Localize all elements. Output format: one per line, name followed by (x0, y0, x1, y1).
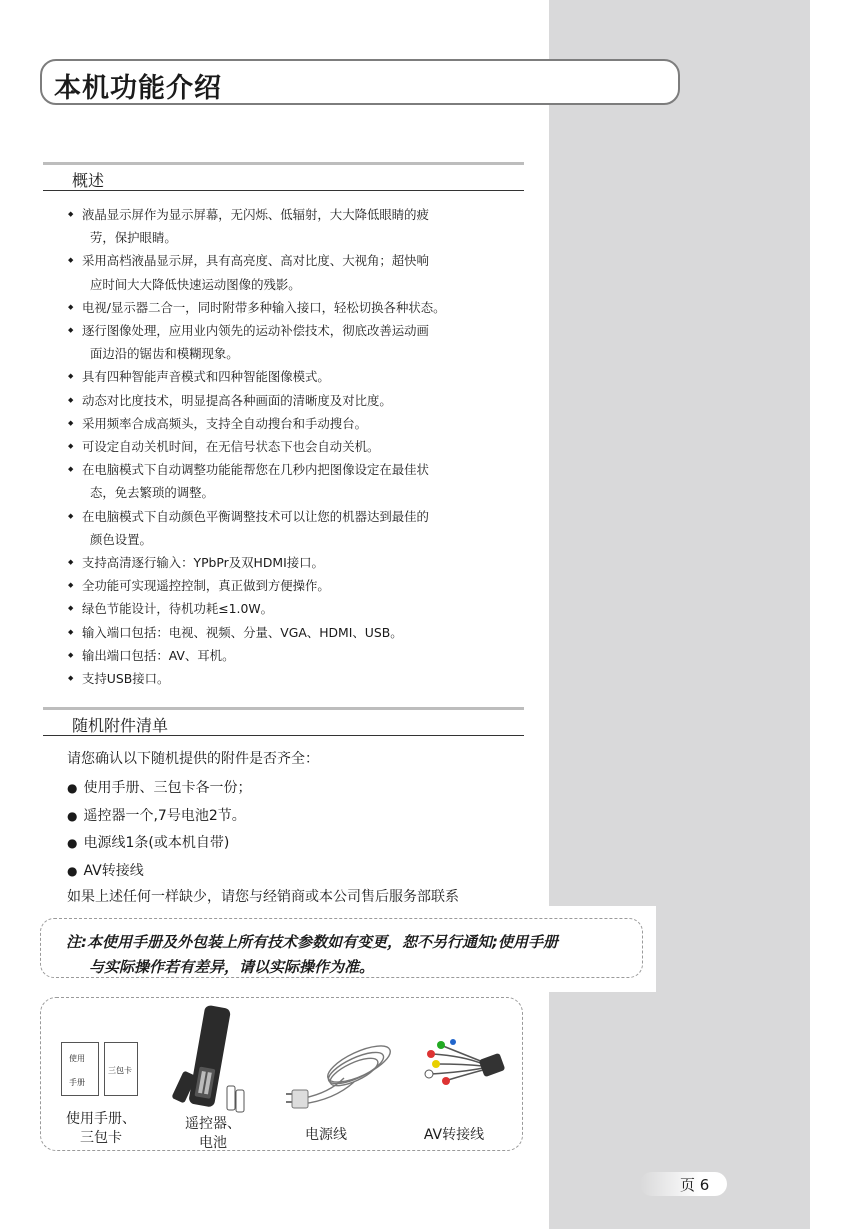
page-title: 本机功能介绍 (54, 73, 222, 104)
list-item (68, 296, 498, 319)
list-item (68, 365, 498, 388)
list-item (68, 574, 498, 597)
feature-line-continued: 颜色设置。 (90, 531, 152, 547)
feature-line: 逐行图像处理，应用业内领先的运动补偿技术，彻底改善运动画 (82, 323, 429, 339)
list-item (68, 412, 498, 435)
card-label: 三包卡 (108, 1066, 132, 1075)
side-panel (549, 0, 810, 1229)
feature-line-continued: 态，免去繁琐的调整。 (90, 485, 214, 501)
warranty-card-icon (104, 1042, 138, 1096)
caption-power-cord: 电源线 (305, 1127, 347, 1143)
list-item (68, 597, 498, 620)
feature-line: 支持USB接口。 (82, 671, 170, 687)
list-item (68, 435, 498, 458)
feature-line-continued: 面边沿的锯齿和模糊现象。 (90, 346, 239, 362)
power-cord-icon (284, 1038, 404, 1120)
list-item: ● AV转接线 (67, 858, 251, 886)
manual-icon (61, 1042, 99, 1096)
accessories-intro: 请您确认以下随机提供的附件是否齐全： (67, 751, 319, 767)
caption-av-cable: AV转接线 (423, 1127, 485, 1143)
feature-line: 在电脑模式下自动调整功能能帮您在几秒内把图像设定在最佳状 (82, 462, 429, 478)
overview-heading: 概述 (72, 171, 105, 190)
list-item: ● 遥控器一个,7号电池2节。 (67, 803, 251, 831)
list-item (68, 389, 498, 412)
manual-label-2: 手册 (69, 1078, 85, 1087)
feature-line: 液晶显示屏作为显示屏幕，无闪烁、低辐射，大大降低眼睛的疲 (82, 207, 429, 222)
feature-line: 在电脑模式下自动颜色平衡调整技术可以让您的机器达到最佳的 (82, 508, 429, 524)
accessories-list (67, 775, 251, 885)
list-item (68, 621, 498, 644)
manual-label-1: 使用 (69, 1054, 85, 1063)
feature-line: 输入端口包括：电视、视频、分量、VGA、HDMI、USB。 (82, 624, 403, 640)
av-cable-icon (413, 1034, 513, 1094)
list-item (68, 203, 498, 249)
feature-line: 全功能可实现遥控控制，真正做到方便操作。 (82, 578, 330, 594)
caption-manual: 使用手册、 三包卡 (66, 1111, 136, 1146)
note-line-1: 注:本使用手册及外包装上所有技术参数如有变更，恕不另行通知;使用手册 (66, 933, 559, 951)
list-item (68, 458, 498, 504)
remote-control-icon (169, 1004, 249, 1114)
feature-line: 具有四种智能声音模式和四种智能图像模式。 (82, 369, 330, 385)
list-item (68, 505, 498, 551)
feature-line: 输出端口包括：AV、耳机。 (82, 647, 235, 663)
feature-line: 支持高清逐行输入：YPbPr及双HDMI接口。 (82, 555, 324, 571)
feature-line: 绿色节能设计，待机功耗≤1.0W。 (82, 601, 274, 617)
feature-line: 电视/显示器二合一，同时附带多种输入接口，轻松切换各种状态。 (82, 299, 446, 315)
feature-line: 动态对比度技术，明显提高各种画面的清晰度及对比度。 (82, 392, 392, 408)
accessories-illustration (40, 997, 523, 1151)
feature-line: 采用高档液晶显示屏，具有高亮度、高对比度、大视角；超快响 (82, 253, 429, 269)
feature-list (68, 203, 498, 690)
accessories-section-header (43, 707, 524, 736)
overview-section-header (43, 162, 524, 191)
caption-remote: 遥控器、 电池 (185, 1116, 241, 1151)
list-item (68, 644, 498, 667)
list-item (68, 551, 498, 574)
feature-line-continued: 应时间大大降低快速运动图像的残影。 (90, 276, 301, 292)
title-box (40, 59, 680, 105)
page-number-tab (640, 1172, 727, 1196)
feature-line-continued: 劳，保护眼睛。 (90, 230, 177, 246)
page-number: 页 6 (680, 1176, 710, 1194)
feature-line: 可设定自动关机时间，在无信号状态下也会自动关机。 (82, 439, 380, 455)
list-item: ● 使用手册、三包卡各一份； (67, 775, 251, 803)
accessories-heading: 随机附件清单 (72, 716, 169, 735)
list-item: ● 电源线1条(或本机自带) (67, 830, 251, 858)
note-box (40, 918, 643, 978)
list-item (68, 667, 498, 690)
note-line-2: 与实际操作若有差异，请以实际操作为准。 (89, 958, 375, 976)
accessories-outro: 如果上述任何一样缺少，请您与经销商或本公司售后服务部联系 (67, 889, 459, 905)
list-item (68, 319, 498, 365)
list-item (68, 249, 498, 295)
feature-line: 采用频率合成高频头，支持全自动搜台和手动搜台。 (82, 415, 367, 431)
